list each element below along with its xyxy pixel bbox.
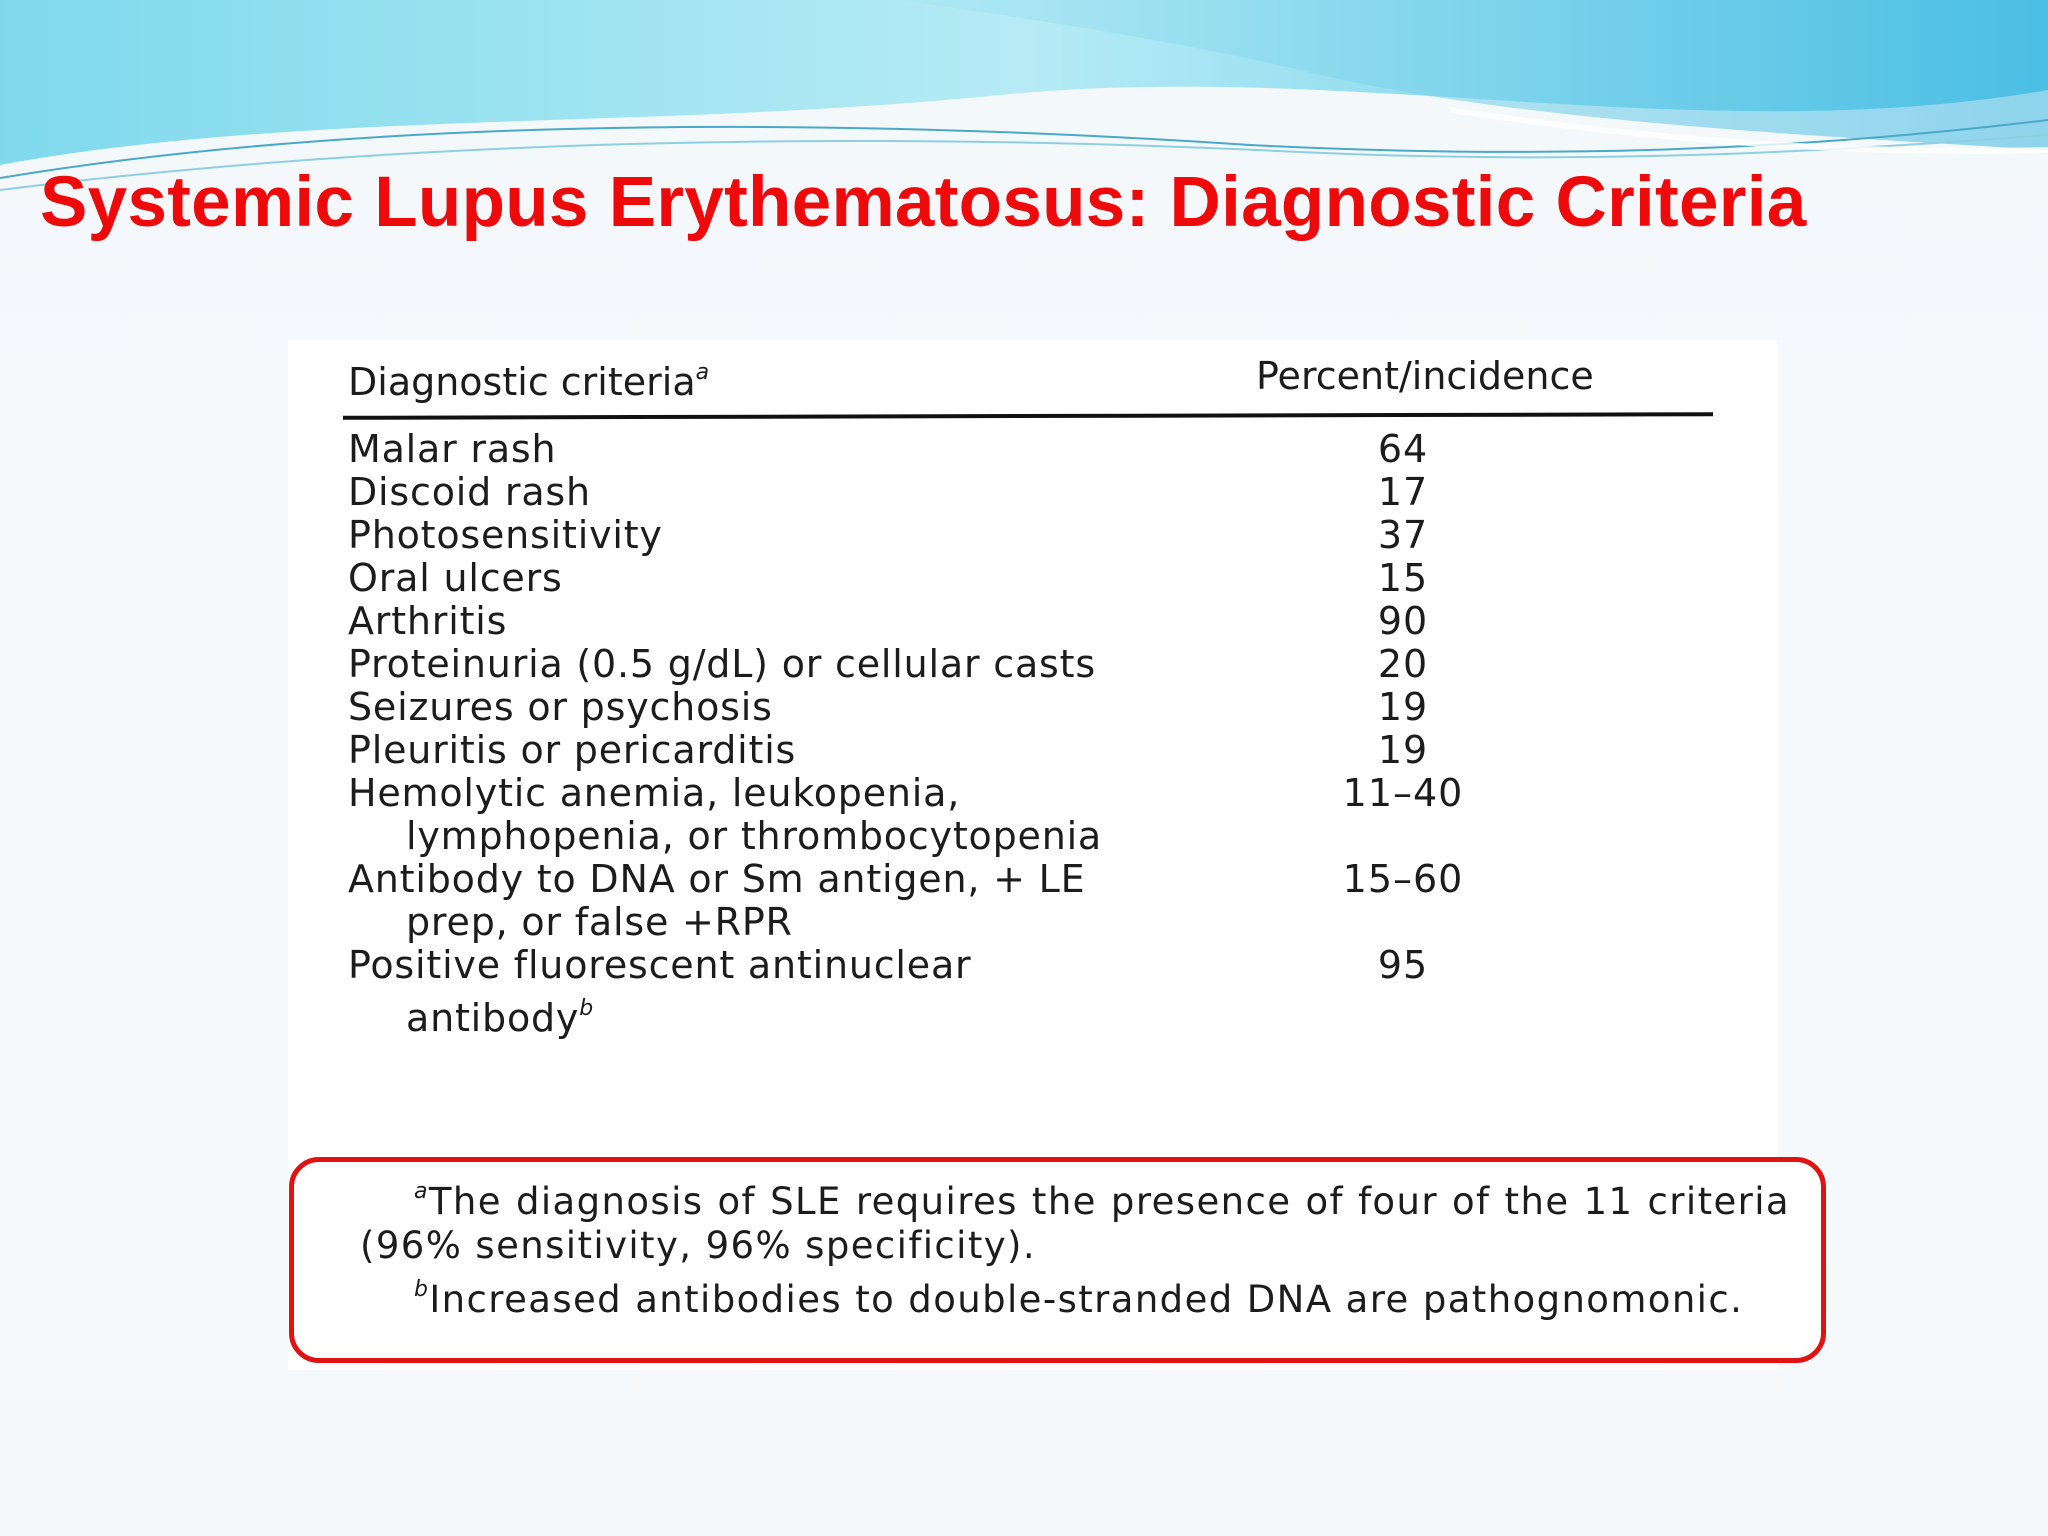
footnote-a-marker: a <box>414 1179 429 1204</box>
criterion-label: Seizures or psychosis <box>348 685 773 729</box>
table-row <box>348 858 1648 944</box>
table-row <box>348 944 1648 1040</box>
criterion-label: Malar rash <box>348 427 557 471</box>
criterion-label: Hemolytic anemia, leukopenia, lymphopenia, or thrombocytopenia <box>348 771 1103 858</box>
footnote-b-text: Increased antibodies to double-stranded DNA are pathognomonic. <box>429 1278 1744 1321</box>
footnote-b-marker: b <box>414 1277 430 1302</box>
footnote-b <box>360 1268 1790 1322</box>
footnote-marker-b: b <box>579 996 594 1021</box>
criterion-label: Discoid rash <box>348 470 591 514</box>
table-header <box>288 340 1778 420</box>
criteria-column-header-label: Diagnostic criteria <box>348 360 696 404</box>
criteria-column-header <box>348 360 709 404</box>
slide-title: Systemic Lupus Erythematosus: Diagnostic Criteria <box>40 163 1807 242</box>
table-row <box>348 729 1648 772</box>
percent-value: 90 <box>1377 599 1429 643</box>
percent-value: 11–40 <box>1342 771 1464 815</box>
table-row <box>348 514 1648 557</box>
footnote-a-text: The diagnosis of SLE requires the presence of four of the 11 criteria (96% sensitivity, 96% specificity). <box>360 1180 1790 1267</box>
criterion-label: Photosensitivity <box>348 513 663 557</box>
percent-value: 17 <box>1377 470 1429 514</box>
criterion-label: Antibody to DNA or Sm antigen, + LE prep, or false +RPR <box>348 857 1086 944</box>
table-row <box>348 557 1648 600</box>
percent-value: 37 <box>1377 513 1429 557</box>
table-row <box>348 643 1648 686</box>
table-row <box>348 772 1648 858</box>
footnotes <box>360 1170 1790 1322</box>
criterion-label: Arthritis <box>348 599 508 643</box>
criteria-list <box>348 428 1648 1040</box>
header-rule <box>343 412 1713 420</box>
footnote-a <box>360 1170 1790 1268</box>
criterion-label: Oral ulcers <box>348 556 563 600</box>
percent-value: 20 <box>1377 642 1429 686</box>
percent-value: 64 <box>1377 427 1429 471</box>
table-row <box>348 600 1648 643</box>
table-row <box>348 686 1648 729</box>
percent-value: 95 <box>1377 943 1429 987</box>
percent-value: 19 <box>1377 728 1429 772</box>
table-row <box>348 428 1648 471</box>
percent-value: 19 <box>1377 685 1429 729</box>
criterion-label: Pleuritis or pericarditis <box>348 728 797 772</box>
criterion-text: Positive fluorescent antinuclear antibody <box>348 943 972 1040</box>
table-row <box>348 471 1648 514</box>
criterion-label: Proteinuria (0.5 g/dL) or cellular casts <box>348 642 1096 686</box>
percent-value: 15 <box>1377 556 1429 600</box>
footnote-marker-a: a <box>695 360 710 385</box>
percent-value: 15–60 <box>1342 857 1464 901</box>
percent-column-header: Percent/incidence <box>1256 354 1594 398</box>
criterion-label <box>348 944 1168 1040</box>
